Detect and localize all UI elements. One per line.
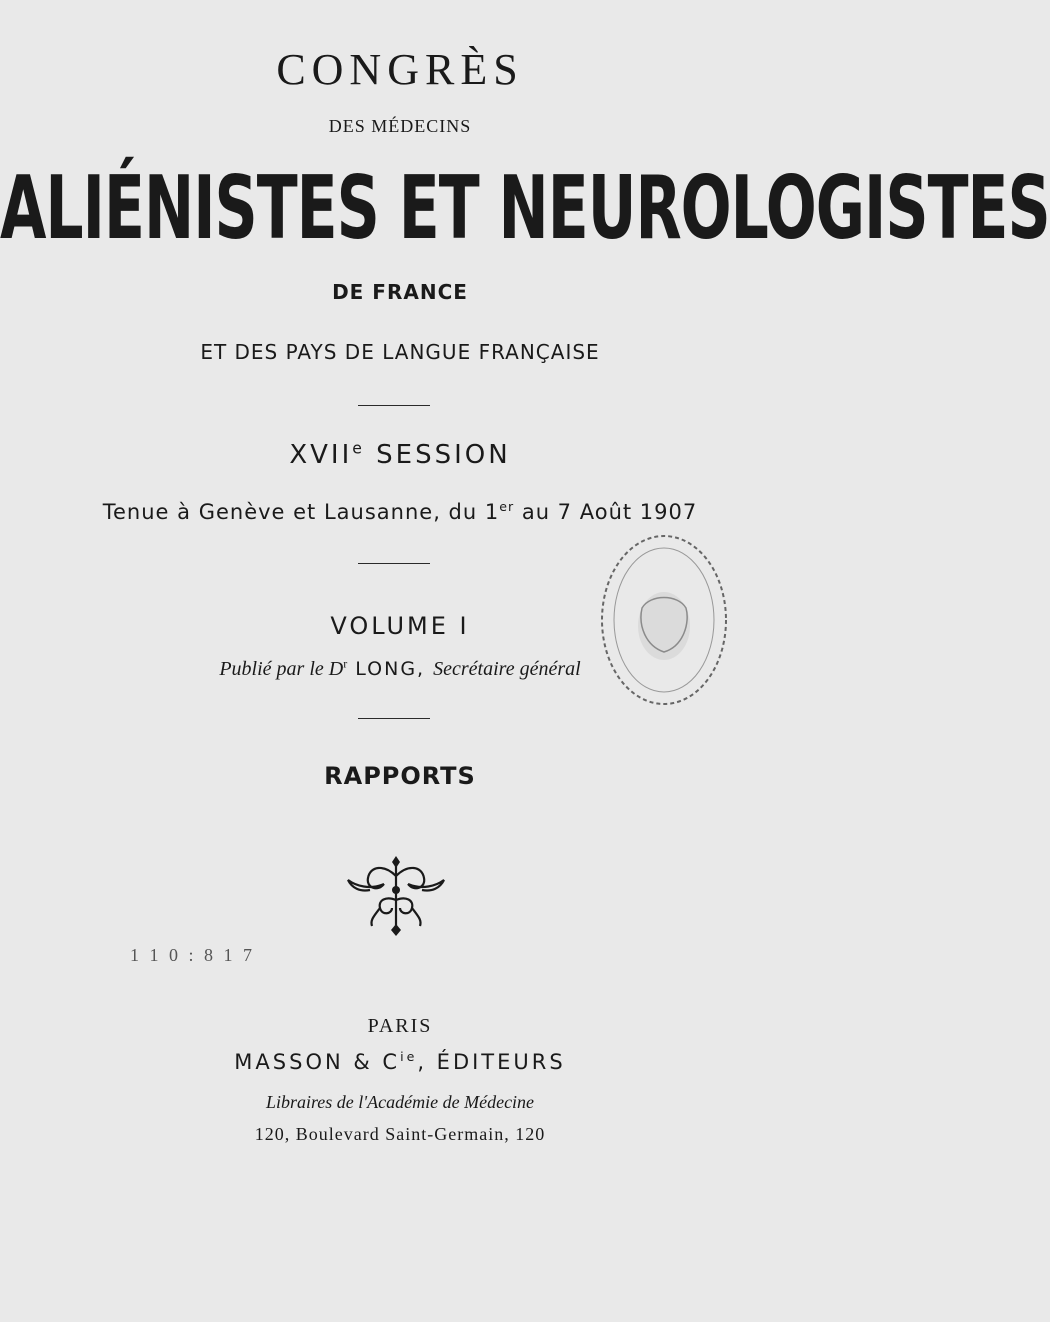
publisher-city: PARIS: [367, 1015, 433, 1037]
held-prefix: Tenue à Genève et Lausanne, du 1: [102, 500, 500, 524]
editor-name: LONG,: [347, 658, 434, 680]
divider-rule: [358, 718, 430, 719]
library-stamp-icon: [592, 524, 734, 716]
volume-label: VOLUME I: [330, 612, 470, 640]
session-heading: [0, 440, 800, 470]
section-title: RAPPORTS: [324, 762, 476, 790]
publisher-address: 120, Boulevard Saint-Germain, 120: [254, 1124, 546, 1144]
title-de-france: DE FRANCE: [332, 280, 468, 304]
publisher-name: [0, 1050, 800, 1074]
held-suffix: au 7 Août 1907: [514, 500, 698, 524]
ornament-icon: [340, 856, 452, 936]
session-word: SESSION: [376, 440, 511, 470]
publisher-name-suffix: , ÉDITEURS: [417, 1050, 566, 1074]
shelfmark: 1 1 0 : 8 1 7: [130, 945, 256, 965]
title-alienistes: ALIÉNISTES ET NEUROLOGISTES: [0, 158, 1050, 260]
divider-rule: [358, 405, 430, 406]
title-congres: CONGRÈS: [276, 45, 524, 94]
title-medecins: DES MÉDECINS: [328, 116, 472, 136]
publisher-name-sup: ie: [400, 1049, 418, 1064]
held-sup: er: [499, 499, 515, 514]
title-langue-francaise: ET DES PAYS DE LANGUE FRANÇAISE: [200, 340, 600, 364]
session-number: XVII: [289, 440, 353, 470]
published-prefix: Publié par le D: [219, 658, 344, 680]
divider-rule: [358, 563, 430, 564]
publisher-subtitle: Libraires de l'Académie de Médecine: [265, 1092, 535, 1112]
published-sup: r: [343, 656, 348, 671]
session-number-sup: e: [352, 439, 365, 458]
editor-role: Secrétaire général: [433, 658, 581, 680]
publisher-name-prefix: MASSON & C: [234, 1050, 401, 1074]
session-location-dates: [0, 500, 800, 524]
